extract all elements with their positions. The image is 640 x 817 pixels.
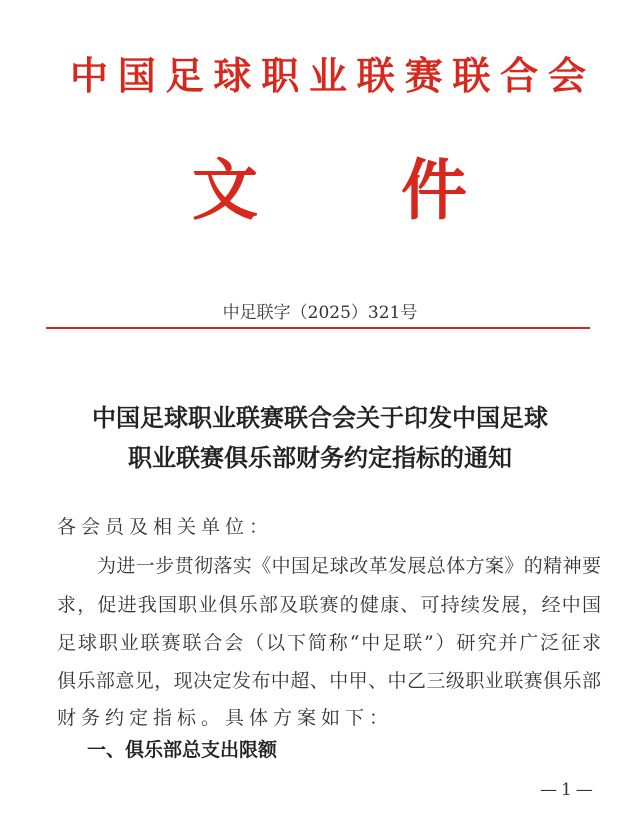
notice-title-line-2: 职业联赛俱乐部财务约定指标的通知 xyxy=(128,444,512,472)
salutation: 各会员及相关单位： xyxy=(57,516,274,538)
paragraph-line: 俱乐部意见，现决定发布中超、中甲、中乙三级职业联赛俱乐部 xyxy=(57,670,601,692)
document-number: 中足联字（2025）321号 xyxy=(222,303,418,323)
paragraph-line: 足球职业联赛联合会（以下简称“中足联”）研究并广泛征求 xyxy=(57,632,601,654)
red-divider xyxy=(46,327,590,329)
section-heading: 一、俱乐部总支出限额 xyxy=(87,739,278,761)
paragraph-line: 财务约定指标。具体方案如下： xyxy=(57,707,394,729)
paragraph-line: 求，促进我国职业俱乐部及联赛的健康、可持续发展，经中国 xyxy=(57,594,601,616)
document-label: 文件 xyxy=(192,151,467,229)
page-number: —1— xyxy=(540,780,597,800)
paragraph-line: 为进一步贯彻落实《中国足球改革发展总体方案》的精神要 xyxy=(97,555,601,577)
notice-title-line-1: 中国足球职业联赛联合会关于印发中国足球 xyxy=(92,404,548,432)
issuing-organization: 中国足球职业联赛联合会 xyxy=(70,53,586,98)
